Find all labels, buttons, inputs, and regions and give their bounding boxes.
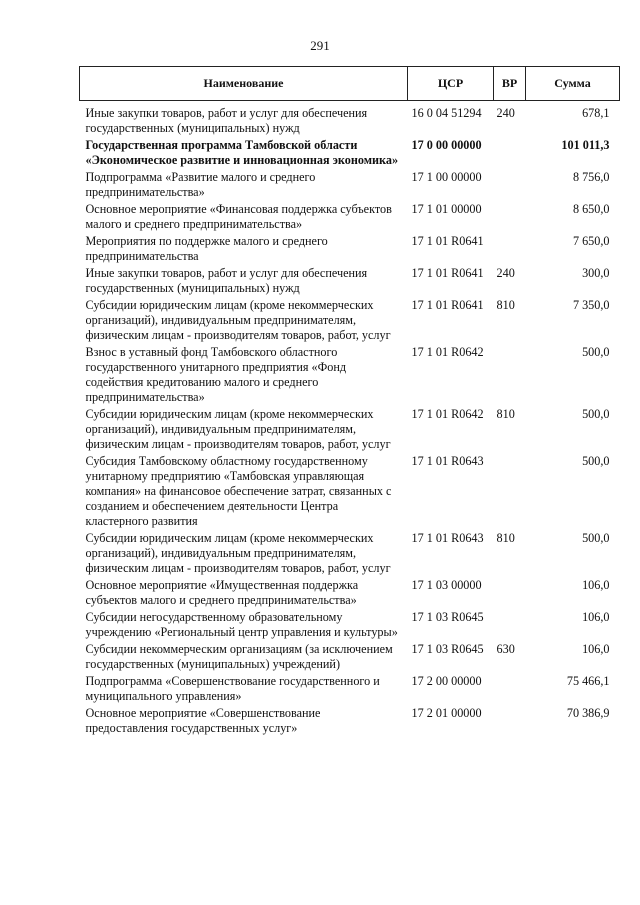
cell-sum: 106,0 [582,610,610,624]
cell-vr [494,454,526,531]
cell-vr [494,706,526,738]
cell-csr: 17 1 01 R0643 [411,531,484,545]
page-number: 291 [310,38,330,53]
cell-sum: 7 350,0 [572,298,610,312]
cell-name: Основное мероприятие «Совершенствование предоставления государственных услуг» [85,706,321,735]
header-vr: ВР [494,67,526,101]
cell-vr [494,234,526,266]
cell-csr: 17 1 01 00000 [411,202,482,216]
cell-sum: 500,0 [582,407,610,421]
table-row [80,642,620,674]
cell-sum: 75 466,1 [566,674,610,688]
table-row [80,202,620,234]
cell-name: Основное мероприятие «Финансовая поддержка субъектов малого и среднего предпринимательства» [85,202,392,231]
cell-sum: 500,0 [582,531,610,545]
table-row [80,298,620,345]
cell-vr [494,674,526,706]
cell-sum: 8 756,0 [572,170,610,184]
cell-sum: 101 011,3 [561,138,610,152]
cell-vr: 240 [496,266,515,280]
header-sum: Сумма [526,67,620,101]
header-name: Наименование [80,67,408,101]
table-row [80,454,620,531]
cell-vr [494,202,526,234]
budget-table [79,66,620,738]
cell-name: Субсидия Тамбовскому областному государственному унитарному предприятию «Тамбовская управляющая компания» на финансовое обеспечение затрат, связанных с созданием и обеспечением деятельности Центра кластерного развития [85,454,392,528]
cell-csr: 17 2 00 00000 [411,674,482,688]
cell-name: Субсидии негосударственному образовательному учреждению «Региональный центр управления и культуры» [85,610,398,639]
cell-sum: 106,0 [582,578,610,592]
cell-name: Подпрограмма «Совершенствование государственного и муниципального управления» [85,674,380,703]
cell-name: Взнос в уставный фонд Тамбовского областного государственного унитарного предприятия «Фонд содействия кредитованию малого и среднего предпринимательства» [85,345,347,404]
table-row [80,531,620,578]
cell-name: Мероприятия по поддержке малого и среднего предпринимательства [85,234,328,263]
cell-csr: 17 1 03 00000 [411,578,482,592]
cell-vr: 810 [496,407,515,421]
cell-csr: 17 1 03 R0645 [411,610,484,624]
cell-csr: 17 1 01 R0643 [411,454,484,468]
table-row [80,170,620,202]
cell-csr: 17 0 00 00000 [411,138,482,152]
cell-vr [494,345,526,407]
table-row [80,101,620,139]
cell-sum: 70 386,9 [566,706,610,720]
cell-vr [494,578,526,610]
cell-sum: 500,0 [582,345,610,359]
cell-vr [494,170,526,202]
cell-csr: 17 2 01 00000 [411,706,482,720]
cell-csr: 17 1 03 R0645 [411,642,484,656]
cell-sum: 300,0 [582,266,610,280]
table-row [80,578,620,610]
cell-name: Иные закупки товаров, работ и услуг для обеспечения государственных (муниципальных) нужд [85,266,368,295]
cell-vr: 630 [496,642,515,656]
cell-csr: 16 0 04 51294 [411,106,482,120]
cell-vr [494,610,526,642]
cell-name: Субсидии юридическим лицам (кроме некоммерческих организаций), индивидуальным предпринимателям, физическим лицам - производителям товаров, работ, услуг [85,407,391,451]
cell-name: Субсидии некоммерческим организациям (за исключением государственных (муниципальных) учреждений) [85,642,393,671]
table-row [80,610,620,642]
cell-csr: 17 1 01 R0641 [411,234,484,248]
table-row [80,407,620,454]
cell-name: Субсидии юридическим лицам (кроме некоммерческих организаций), индивидуальным предпринимателям, физическим лицам - производителям товаров, работ, услуг [85,298,391,342]
cell-name: Подпрограмма «Развитие малого и среднего предпринимательства» [85,170,316,199]
cell-name: Государственная программа Тамбовской области «Экономическое развитие и инновационная экономика» [85,138,399,167]
cell-csr: 17 1 01 R0642 [411,407,484,421]
cell-vr: 810 [496,531,515,545]
cell-sum: 500,0 [582,454,610,468]
cell-name: Иные закупки товаров, работ и услуг для обеспечения государственных (муниципальных) нужд [85,106,368,135]
cell-sum: 7 650,0 [572,234,610,248]
table-row [80,706,620,738]
table-body [80,101,620,739]
cell-csr: 17 1 01 R0641 [411,266,484,280]
header-csr: ЦСР [408,67,494,101]
table-header-row [80,67,620,101]
cell-vr: 810 [496,298,515,312]
cell-sum: 106,0 [582,642,610,656]
cell-vr: 240 [496,106,515,120]
cell-csr: 17 1 01 R0642 [411,345,484,359]
cell-csr: 17 1 01 R0641 [411,298,484,312]
cell-name: Основное мероприятие «Имущественная поддержка субъектов малого и среднего предпринимательства» [85,578,359,607]
table-row [80,234,620,266]
cell-sum: 678,1 [582,106,610,120]
cell-vr [494,138,526,170]
cell-csr: 17 1 00 00000 [411,170,482,184]
table-row [80,674,620,706]
cell-name: Субсидии юридическим лицам (кроме некоммерческих организаций), индивидуальным предпринимателям, физическим лицам - производителям товаров, работ, услуг [85,531,391,575]
cell-sum: 8 650,0 [572,202,610,216]
table-row [80,345,620,407]
table-row [80,266,620,298]
table-row [80,138,620,170]
